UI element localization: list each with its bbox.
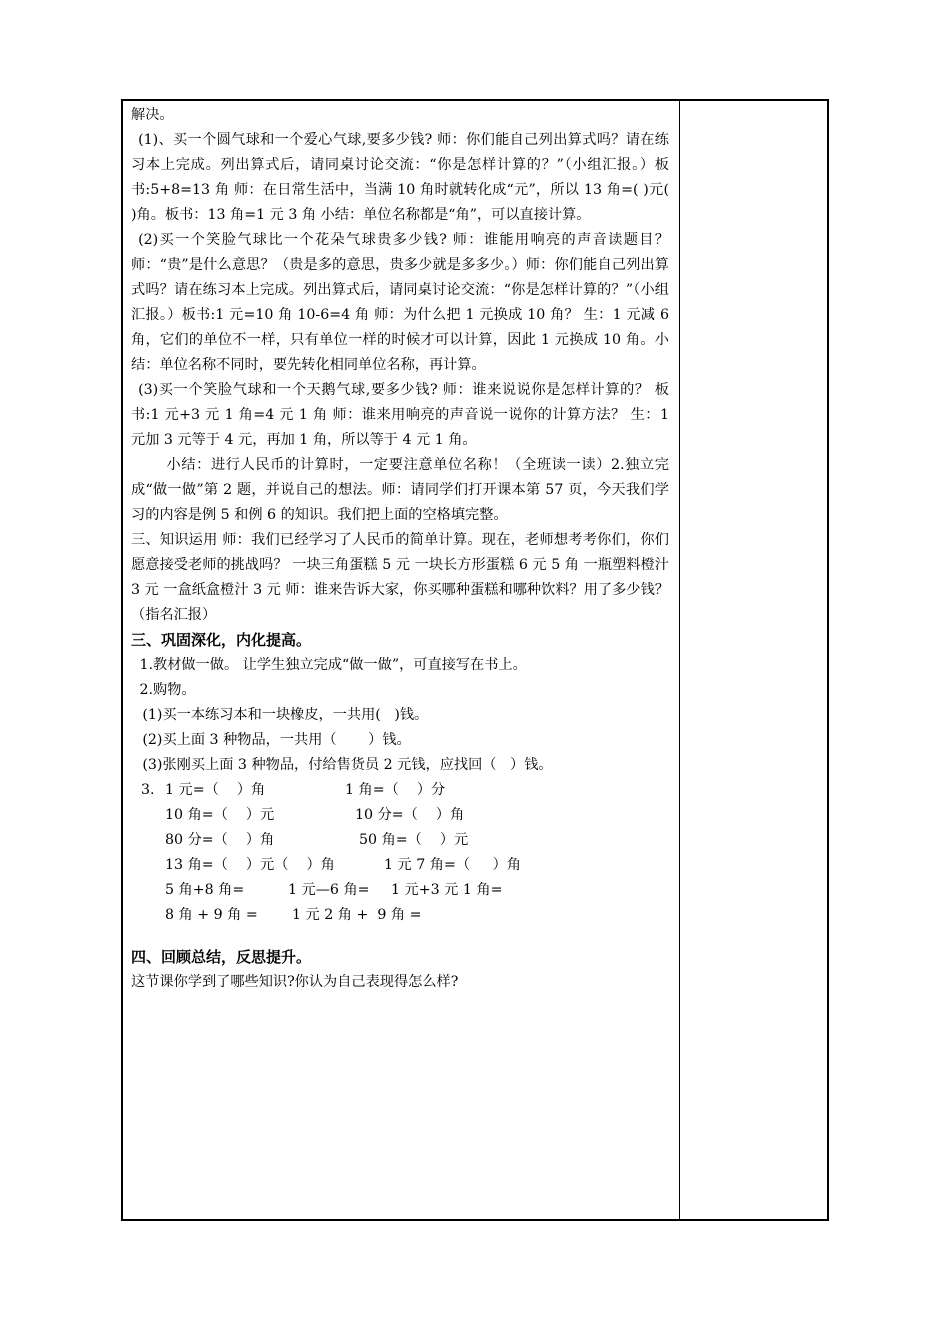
exercise-item: 1 元 7 角=（ ）角 [384, 857, 521, 873]
exercise-row [131, 878, 669, 903]
exercise-row [131, 828, 669, 853]
section-heading: 三、巩固深化，内化提高。 [131, 631, 312, 649]
paragraph: 解决。 [131, 107, 174, 123]
exercise-number: 3. [141, 782, 155, 798]
paragraph: (3)买一个笑脸气球和一个天鹅气球,要多少钱? 师：谁来说说你是怎样计算的？ 板书:1 元+3 元 1 角=4 元 1 角 师：谁来用响亮的声音说一说你的计算方法？ 生：1 元加 3 元等于 4 元，再加 1 角，所以等于 4 元 1 角。 [131, 382, 669, 448]
exercise-item: 10 分=（ ）角 [355, 807, 465, 823]
exercise-item: 1 元—6 角= [288, 882, 370, 898]
section-heading: 四、回顾总结，反思提升。 [131, 948, 312, 966]
paragraph: 三、知识运用 师：我们已经学习了人民币的简单计算。现在，老师想考考你们，你们愿意接受老师的挑战吗？ 一块三角蛋糕 5 元 一块长方形蛋糕 6 元 5 角 一瓶塑料橙汁 3 元 一盒纸盒橙汁 3 元 师：谁来告诉大家，你买哪种蛋糕和哪种饮料？用了多少钱？（指名汇报） [131, 532, 669, 623]
text-line: (3)张刚买上面 3 种物品，付给售货员 2 元钱，应找回（ ）钱。 [142, 757, 553, 773]
exercise-item: 13 角=（ ）元（ ）角 [165, 857, 335, 873]
column-divider [679, 101, 680, 1219]
exercise-item: 5 角+8 角= [165, 882, 245, 898]
exercise-item: 1 元+3 元 1 角= [391, 882, 503, 898]
lesson-table [121, 99, 829, 1221]
text-line: 这节课你学到了哪些知识?你认为自己表现得怎么样? [131, 974, 459, 990]
exercise-row [131, 778, 669, 803]
lesson-content [131, 103, 669, 995]
exercise-item: 50 角=（ ）元 [359, 832, 469, 848]
text-line: 2.购物。 [139, 682, 196, 698]
paragraph: (2)买一个笑脸气球比一个花朵气球贵多少钱? 师：谁能用响亮的声音读题目？ 师：“贵”是什么意思？（贵是多的意思，贵多少就是多多少。）师：你们能自己列出算式吗？请在练习本上完成。列出算式后，请同桌讨论交流：“你是怎样计算的？”（小组汇报。）板书:1 元=10 角 10-6=4 角 师：为什么把 1 元换成 10 角？ 生：1 元减 6 角，它们的单位不一样，只有单位一样的时候才可以计算，因此 1 元换成 10 角。小结：单位名称不同时，要先转化相同单位名称，再计算。 [131, 232, 669, 373]
spacer [131, 928, 669, 945]
paragraph: (1)、买一个圆气球和一个爱心气球,要多少钱? 师：你们能自己列出算式吗？请在练习本上完成。列出算式后，请同桌讨论交流：“你是怎样计算的？”（小组汇报。）板书:5+8=13 角 师：在日常生活中，当满 10 角时就转化成“元”，所以 13 角=( )元( )角。板书：13 角=1 元 3 角 小结：单位名称都是“角”，可以直接计算。 [131, 132, 669, 223]
paragraph: 小结：进行人民币的计算时，一定要注意单位名称！（全班读一读）2.独立完成“做一做”第 2 题，并说自己的想法。师：请同学们打开课本第 57 页，今天我们学习的内容是例 5 和例 6 的知识。我们把上面的空格填完整。 [131, 457, 669, 523]
exercise-row [131, 903, 669, 928]
exercise-row [131, 853, 669, 878]
exercise-item: 10 角=（ ）元 [165, 807, 275, 823]
exercise-item: 8 角 + 9 角 = [165, 907, 258, 923]
exercise-item: 1 角=（ ）分 [345, 782, 446, 798]
text-line: (2)买上面 3 种物品，一共用（ ）钱。 [142, 732, 411, 748]
exercise-item: 1 元=（ ）角 [165, 782, 266, 798]
exercise-item: 1 元 2 角 + 9 角 = [292, 907, 422, 923]
text-line: (1)买一本练习本和一块橡皮，一共用( )钱。 [142, 707, 429, 723]
exercise-item: 80 分=（ ）角 [165, 832, 275, 848]
exercise-grid [131, 778, 669, 928]
text-line: 1.教材做一做。 让学生独立完成“做一做”，可直接写在书上。 [139, 657, 527, 673]
exercise-row [131, 803, 669, 828]
